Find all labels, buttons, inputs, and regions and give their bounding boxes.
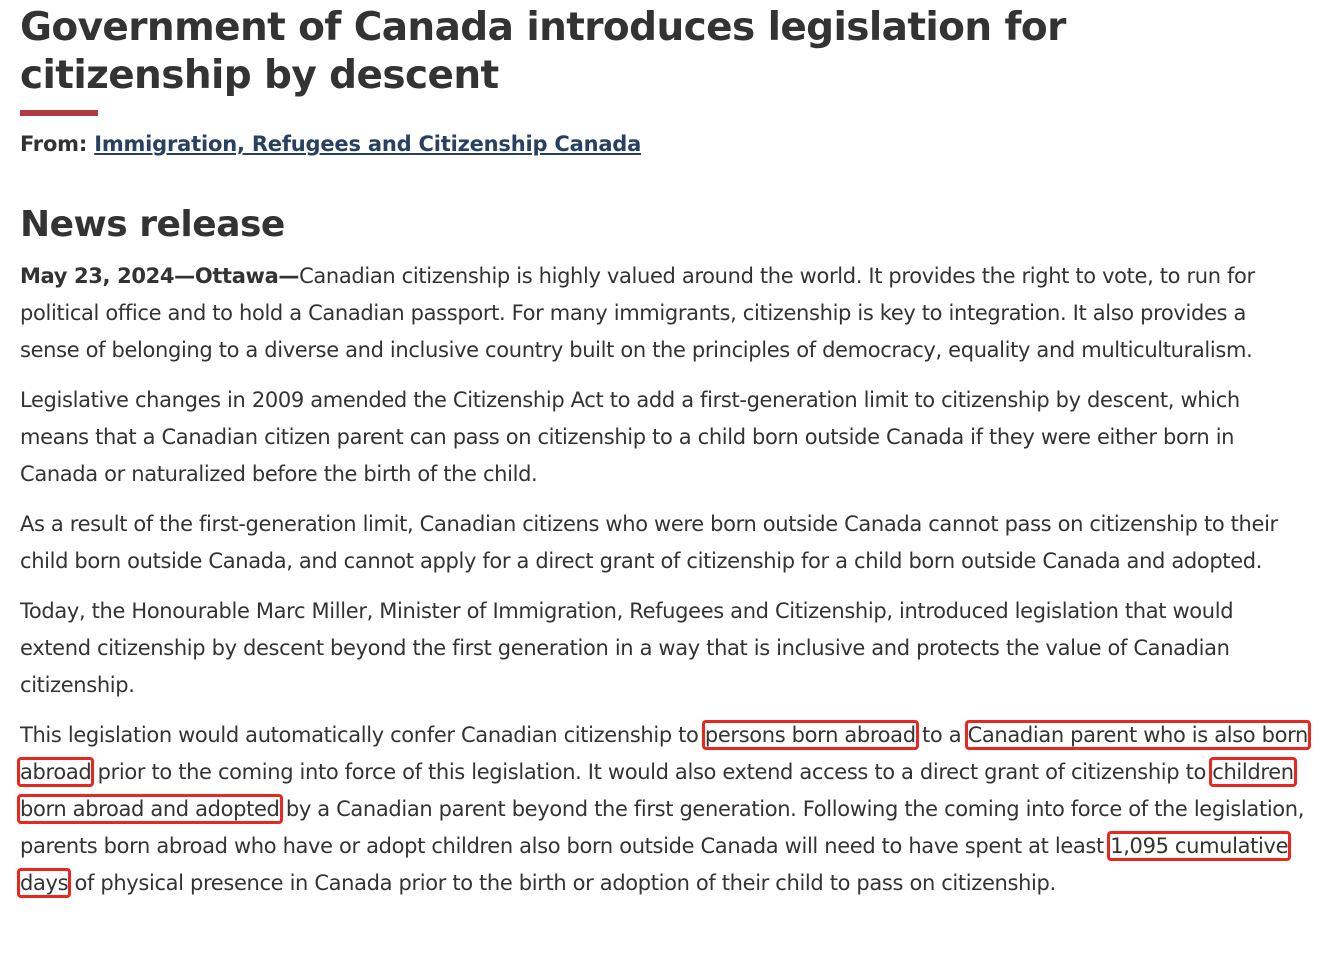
paragraph-5-text-3: prior to the coming into force of this legislation. It would also extend access to a direct grant of citizenship to	[91, 760, 1213, 784]
paragraph-5-text-1: This legislation would automatically confer Canadian citizenship to	[20, 723, 705, 747]
paragraph-5-text-5: of physical presence in Canada prior to the birth or adoption of their child to pass on citizenship.	[68, 871, 1056, 895]
article-body	[20, 258, 1310, 902]
department-link[interactable]: Immigration, Refugees and Citizenship Canada	[94, 132, 642, 156]
paragraph-1	[20, 258, 1310, 369]
paragraph-2: Legislative changes in 2009 amended the Citizenship Act to add a first-generation limit to citizenship by descent, which means that a Canadian citizen parent can pass on citizenship to a child born outside Canada if they were either born in Canada or naturalized before the birth of the child.	[20, 388, 1240, 486]
paragraph-5-text-4: by a Canadian parent beyond the first generation. Following the coming into force of the legislation, parents born abroad who have or adopt children also born outside Canada will need to have spent at least	[20, 797, 1305, 858]
section-heading: News release	[20, 204, 285, 245]
highlight-cumulative-days: 1,095 cumulative days	[20, 834, 1289, 895]
news-article	[20, 0, 1310, 915]
title-underline-rule	[20, 110, 98, 116]
paragraph-5	[20, 717, 1310, 902]
highlight-persons-born-abroad: persons born abroad	[704, 723, 916, 747]
from-label: From:	[20, 132, 88, 156]
highlight-canadian-parent-born-abroad: Canadian parent who is also born abroad	[20, 723, 1308, 784]
from-line	[20, 129, 1310, 159]
paragraph-1-text: Canadian citizenship is highly valued around the world. It provides the right to vote, to run for political office and to hold a Canadian passport. For many immigrants, citizenship is key to integration. It also provides a sense of belonging to a diverse and inclusive country built on the principles of democracy, equality and multiculturalism.	[20, 264, 1255, 362]
paragraph-4: Today, the Honourable Marc Miller, Minister of Immigration, Refugees and Citizenship, introduced legislation that would extend citizenship by descent beyond the first generation in a way that is inclusive and protects the value of Canadian citizenship.	[20, 599, 1234, 697]
dateline: May 23, 2024—Ottawa—	[20, 264, 300, 288]
paragraph-5-text-2: to a	[915, 723, 968, 747]
highlight-children-born-abroad-adopted: children born abroad and adopted	[20, 760, 1294, 821]
page-title: Government of Canada introduces legislation for citizenship by descent	[20, 5, 1066, 98]
paragraph-3: As a result of the first-generation limit, Canadian citizens who were born outside Canada cannot pass on citizenship to their child born outside Canada, and cannot apply for a direct grant of citizenship for a child born outside Canada and adopted.	[20, 512, 1278, 573]
